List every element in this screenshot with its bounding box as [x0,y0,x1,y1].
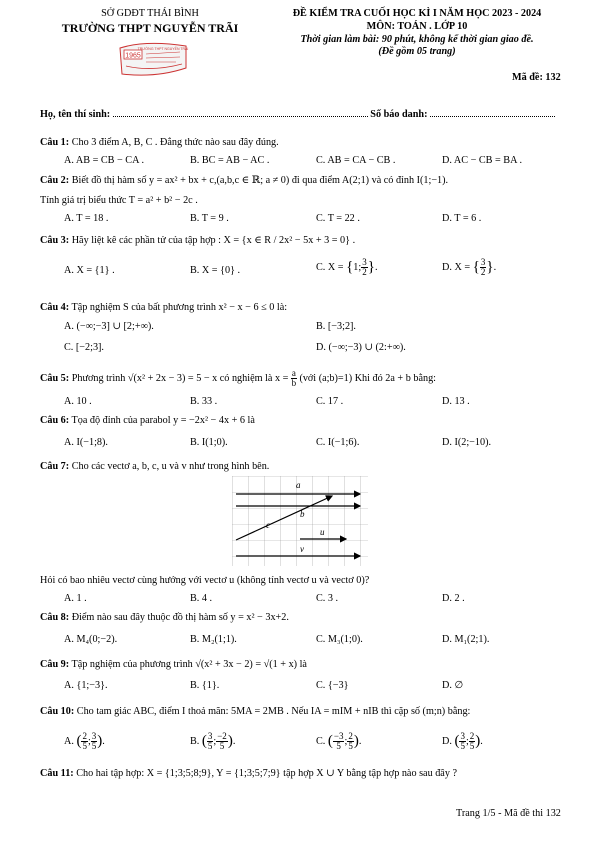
exam-time: Thời gian làm bài: 90 phút, không kể thời gian giao đề. [300,33,534,45]
answer-7b[interactable]: B. 4 . [190,593,213,604]
answer-3d[interactable]: D. X = { $\frac{3}{2}$ }. [442,257,497,277]
label-v: v [300,544,304,554]
question-7-line2: Hỏi có bao nhiêu vectơ cùng hướng với vectơ u (không tính vectơ u và vectơ 0)? [40,575,370,586]
answer-2a[interactable]: A. T = 18 . [64,213,109,224]
page-footer: Trang 1/5 - Mã đề thi 132 [456,808,561,819]
exam-title: ĐỀ KIỂM TRA CUỐI HỌC KÌ I NĂM HỌC 2023 - 2024 [292,8,542,19]
answer-10b[interactable]: B. ( $\frac{3}{5}$ ; $\frac{-2}{5}$ ). [190,731,236,751]
label-b: b [300,509,305,519]
question-9 [40,659,307,672]
answer-6c[interactable]: C. I(−1;6). [316,437,360,448]
answer-7c[interactable]: C. 3 . [316,593,339,604]
answer-10c[interactable]: C. ( $\frac{-3}{5}$ ; $\frac{2}{5}$ ). [316,731,362,751]
department: SỞ GDĐT THÁI BÌNH [101,8,199,19]
question-1 [40,137,279,150]
answer-4c[interactable]: C. [−2;3]. [64,342,104,353]
school-logo [116,38,192,82]
question-2 [40,175,448,188]
question-label: Câu 9: [40,659,70,670]
question-label: Câu 10: [40,706,75,717]
answer-4b[interactable]: B. [−3;2]. [316,321,356,332]
answer-6b[interactable]: B. I(1;0). [190,437,228,448]
answer-1b[interactable]: B. BC = AB − AC . [190,155,270,166]
answer-2b[interactable]: B. T = 9 . [190,213,229,224]
question-4 [40,302,287,315]
question-label: Câu 2: [40,175,70,186]
question-text: Biết đồ thị hàm số y = ax² + bx + c,(a,b,c ∈ ℝ; a ≠ 0) đi qua điểm A(2;1) và có đỉnh I(1;−1). [71,175,449,186]
question-10 [40,706,470,719]
answer-5a[interactable]: A. 10 . [64,396,92,407]
answer-3b[interactable]: B. X = {0} . [190,265,241,276]
answer-4d[interactable]: D. (−∞;−3) ∪ (2:+∞). [316,342,406,353]
question-label: Câu 11: [40,768,74,779]
answer-2c[interactable]: C. T = 22 . [316,213,360,224]
student-line [40,108,555,122]
question-text: Cho hai tập hợp: X = {1;3;5;8;9}, Y = {1;3;5;7;9} tập hợp X ∪ Y bằng tập hợp nào sau đây ? [76,768,457,779]
answer-1d[interactable]: D. AC − CB = BA . [442,155,522,166]
answer-1c[interactable]: C. AB = CA − CB . [316,155,396,166]
question-text: Cho 3 điểm A, B, C . Đẳng thức nào sau đây đúng. [71,137,279,148]
exam-pages: (Đề gồm 05 trang) [378,46,456,58]
answer-7a[interactable]: A. 1 . [64,593,87,604]
question-text: Điểm nào sau đây thuộc đồ thị hàm số y = x² − 3x+2. [71,612,289,623]
subject: MÔN: TOÁN . LỚP 10 [366,20,468,32]
question-2-line2: Tính giá trị biểu thức T = a² + b² − 2c . [40,195,198,206]
question-label: Câu 7: [40,461,70,472]
header-left [40,8,260,36]
question-8 [40,612,289,625]
question-text: Phương trình √(x² + 2x − 3) = 5 − x có nghiệm là x = [71,372,289,384]
answer-8d[interactable]: D. M₁(2;1). [442,634,490,645]
question-7 [40,461,269,474]
answer-9b[interactable]: B. {1}. [190,680,220,691]
question-text: Cho các vectơ a, b, c, u và v như trong hình bên. [71,461,270,472]
question-label: Câu 4: [40,302,70,313]
answer-5d[interactable]: D. 13 . [442,396,470,407]
question-text: Cho tam giác ABC, điểm I thoả mãn: 5MA = 2MB . Nếu IA = mIM + nIB thì cặp số (m;n) bằng: [76,706,471,717]
question-6 [40,415,255,428]
answer-2d[interactable]: D. T = 6 . [442,213,482,224]
question-label: Câu 5: [40,372,70,384]
question-label: Câu 3: [40,235,70,246]
answer-4a[interactable]: A. (−∞;−3] ∪ [2;+∞). [64,321,154,332]
answer-8b[interactable]: B. M₂(1;1). [190,634,237,645]
student-id-label: Số báo danh: [370,109,428,120]
question-text-2: (với (a;b)=1) Khi đó 2a + b bằng: [299,372,436,384]
header-right [262,8,572,59]
answer-6d[interactable]: D. I(2;−10). [442,437,492,448]
answer-5c[interactable]: C. 17 . [316,396,344,407]
fraction: $\frac{a}{b}$ [291,368,297,388]
answer-6a[interactable]: A. I(−1;8). [64,437,108,448]
answer-1a[interactable]: A. AB = CB − CA . [64,155,144,166]
question-label: Câu 8: [40,612,70,623]
logo-year: 1965 [125,52,141,60]
question-text: Tập nghiệm S của bất phương trình x² − x − 6 ≤ 0 là: [71,302,288,313]
answer-3a[interactable]: A. X = {1} . [64,265,115,276]
question-text: Tập nghiệm của phương trình √(x² + 3x − 2) = √(1 + x) là [71,659,307,670]
answer-9a[interactable]: A. {1;−3}. [64,680,108,691]
question-label: Câu 6: [40,415,70,426]
fraction: $\frac{3}{2}$ [362,257,367,277]
logo-text: TRƯỜNG THPT NGUYỄN TRÃI [137,47,189,51]
question-text: Tọa độ đỉnh của parabol y = −2x² − 4x + 6 là [71,415,255,426]
question-5 [40,369,436,388]
answer-5b[interactable]: B. 33 . [190,396,218,407]
answer-10d[interactable]: D. ( $\frac{3}{5}$ ; $\frac{2}{5}$ ). [442,731,483,751]
question-label: Câu 1: [40,137,70,148]
vector-figure [232,476,368,566]
answer-7d[interactable]: D. 2 . [442,593,465,604]
school-name: TRƯỜNG THPT NGUYỄN TRÃI [61,20,239,35]
student-id-field[interactable] [430,108,555,117]
answer-9d[interactable]: D. ∅ [442,680,464,691]
label-c: c [266,520,270,530]
question-3 [40,235,355,248]
question-text: Hãy liệt kê các phần tử của tập hợp : X = {x ∈ R / 2x² − 5x + 3 = 0} . [71,235,356,246]
answer-3c[interactable]: C. X = {1; $\frac{3}{2}$ }. [316,257,378,277]
student-name-field[interactable] [113,108,368,117]
answer-8c[interactable]: C. M₃(1;0). [316,634,363,645]
answer-9c[interactable]: C. {−3} [316,680,349,691]
label-u: u [320,527,325,537]
answer-8a[interactable]: A. M₄(0;−2). [64,634,118,645]
exam-code: Mã đề: 132 [512,72,561,83]
fraction: $\frac{3}{2}$ [480,257,486,277]
answer-10a[interactable]: A. ( $\frac{2}{5}$ ; $\frac{3}{5}$ ). [64,731,105,751]
question-11 [40,768,457,781]
label-a: a [296,480,301,490]
student-name-label: Họ, tên thí sinh: [40,109,111,120]
